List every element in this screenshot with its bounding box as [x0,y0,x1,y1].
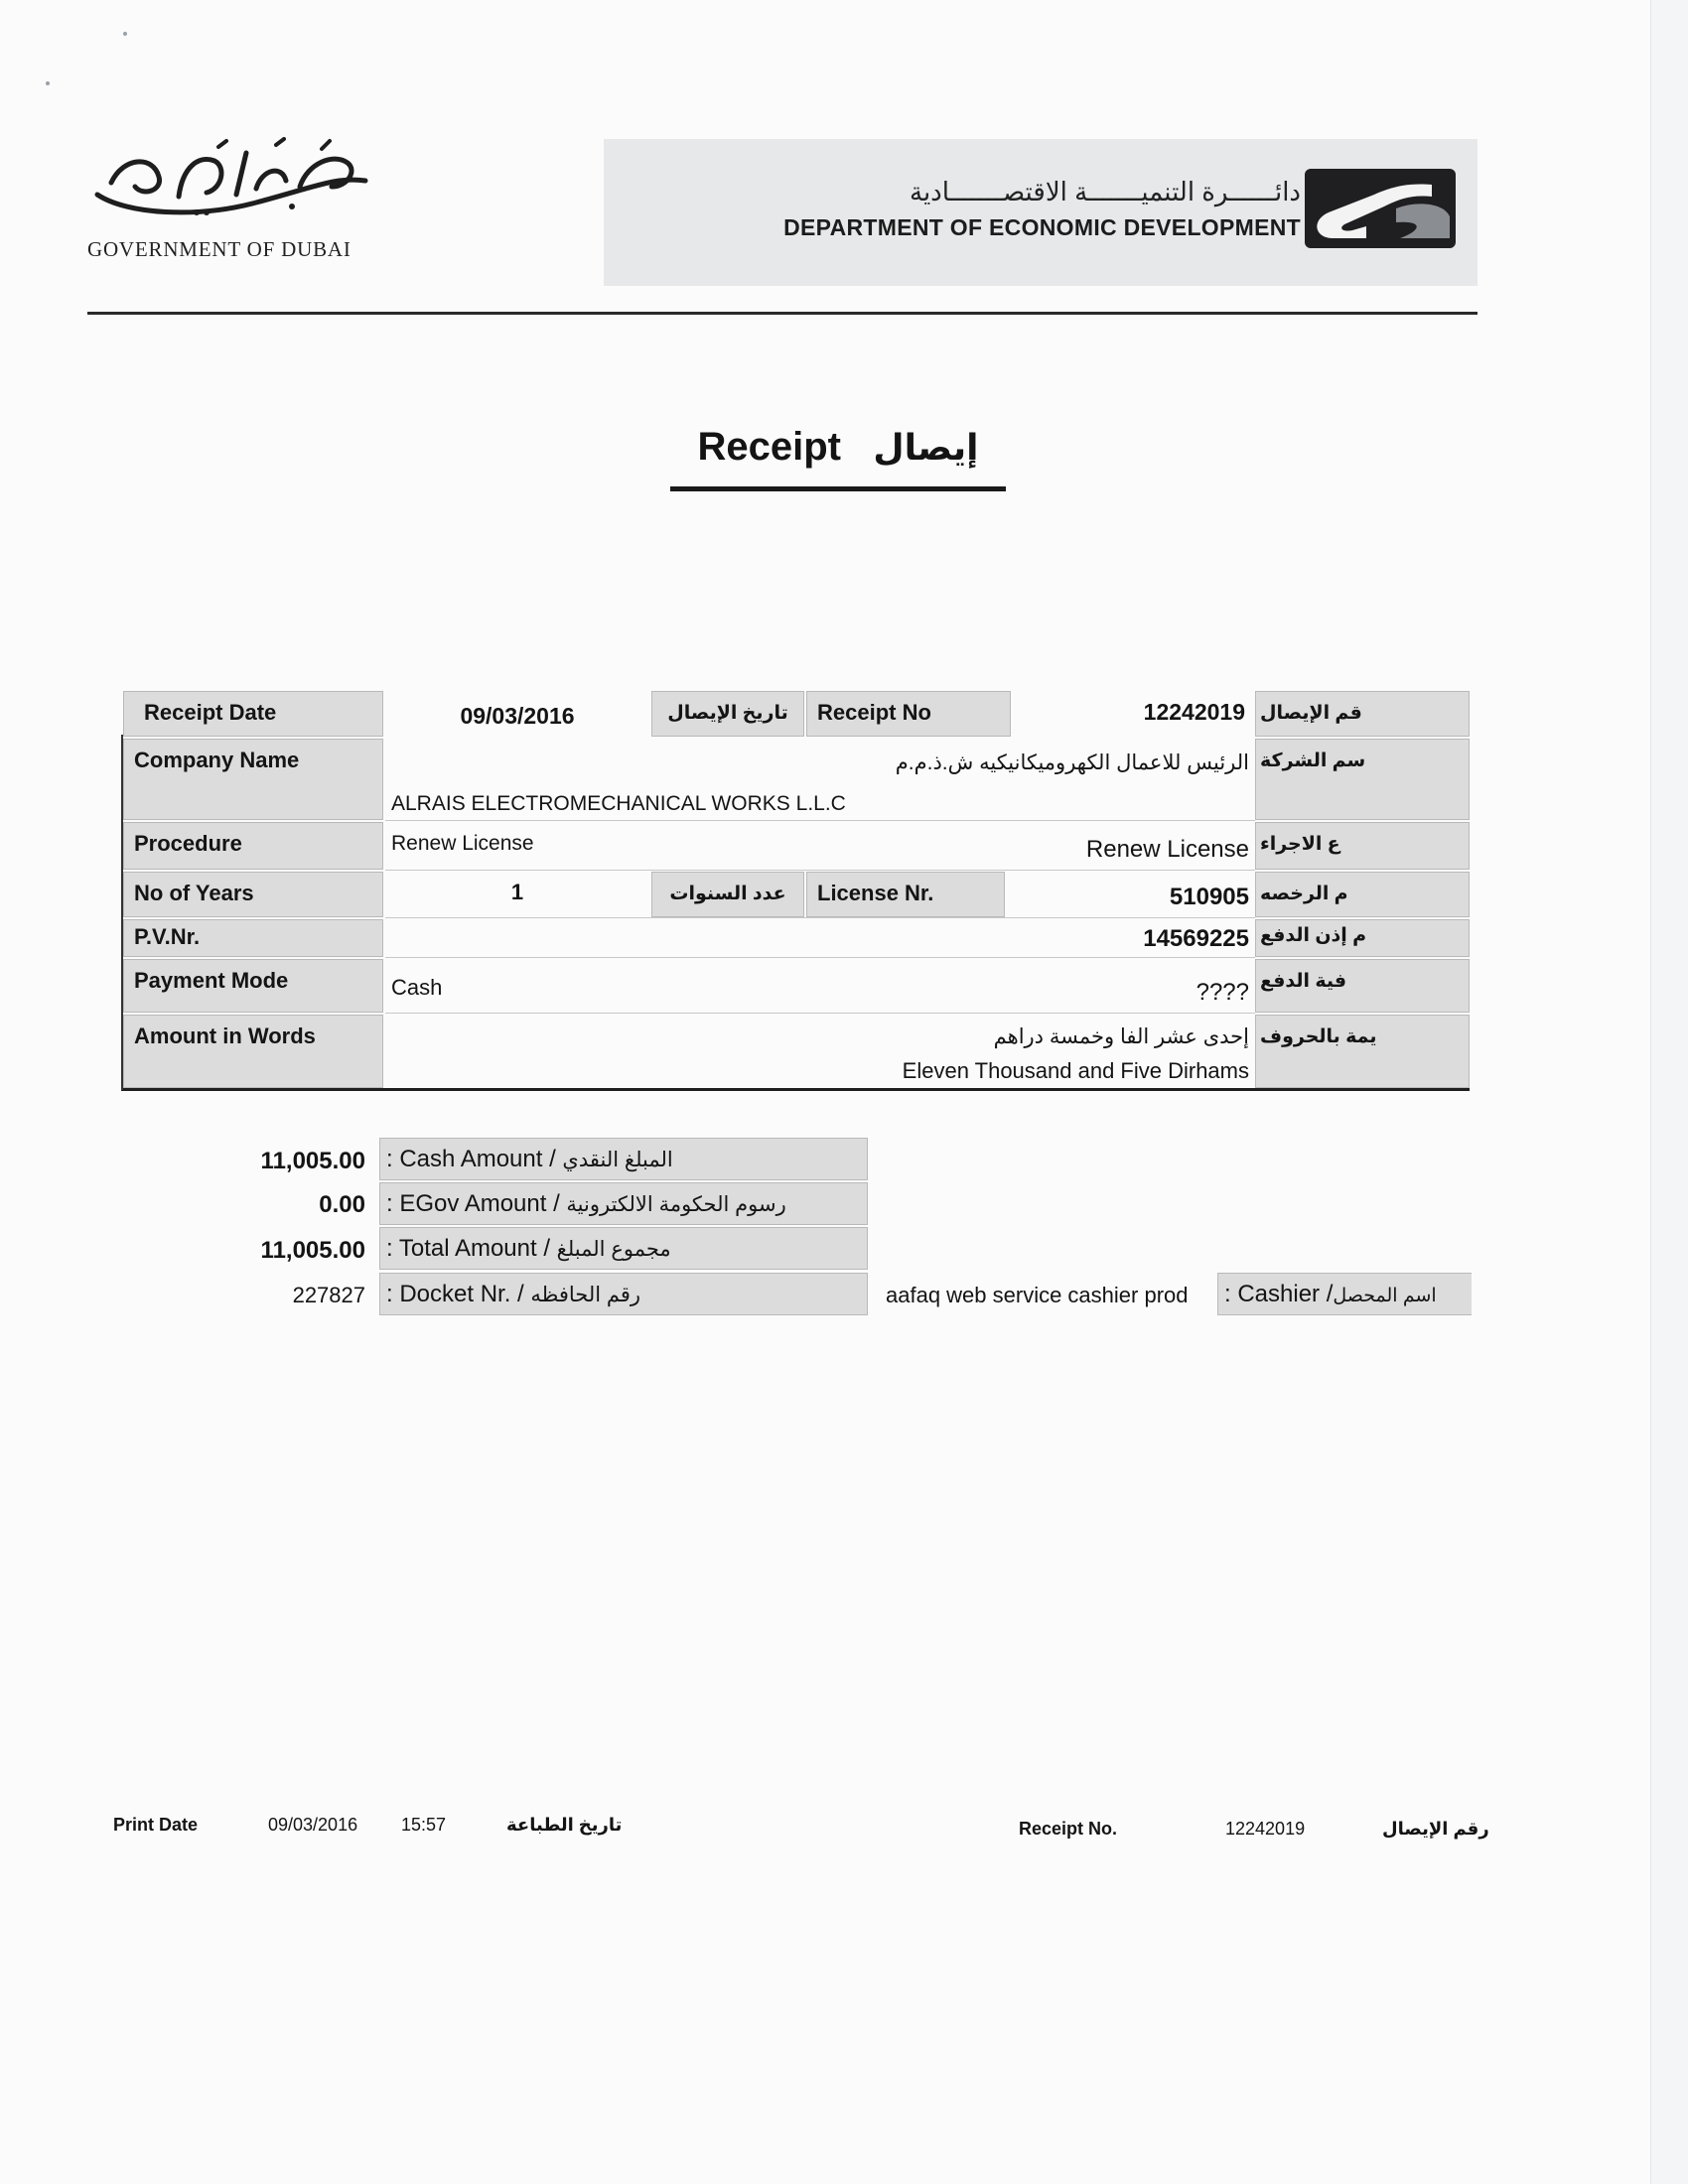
title-underline [670,486,1006,491]
receipt-number-label: Receipt No [806,691,1011,737]
company-name-english: ALRAIS ELECTROMECHANICAL WORKS L.L.C [391,792,846,815]
row-divider [385,957,1255,958]
number-of-years-label: No of Years [123,872,383,917]
egov-amount-value: 0.00 [319,1191,365,1218]
print-time-value: 15:57 [401,1815,447,1835]
payment-mode-value-right: ???? [1196,979,1249,1006]
print-date-label-arabic: تاريخ الطباعة [506,1815,623,1835]
header-divider [87,312,1477,315]
company-name-label: Company Name [123,739,383,820]
procedure-value-right: Renew License [1085,836,1249,863]
payment-mode-label: Payment Mode [123,959,383,1013]
cash-amount-label-arabic: المبلغ النقدي [562,1149,673,1171]
scan-speck [46,81,50,85]
egov-amount-label-arabic: رسوم الحكومة الالكترونية [566,1193,786,1216]
footer-receipt-number-label-arabic: رقم الإيصال [1382,1819,1489,1839]
docket-number-label-arabic: رقم الحافظه [530,1284,641,1306]
table-bottom-border [121,1088,1470,1091]
footer-receipt-number-label: Receipt No. [1019,1819,1118,1839]
amount-in-words-label-arabic: يمة بالحروف [1255,1015,1470,1088]
footer-receipt-number-value: 12242019 [1225,1819,1306,1839]
docket-number-value: 227827 [292,1283,365,1307]
number-of-years-label-arabic: عدد السنوات [651,872,804,917]
total-amount-value: 11,005.00 [260,1237,365,1264]
government-of-dubai-text: GOVERNMENT OF DUBAI [87,237,352,261]
amount-in-words-english: Eleven Thousand and Five Dirhams [902,1058,1249,1083]
payment-mode-value-left: Cash [391,975,443,1000]
egov-amount-label-english: : EGov Amount / [386,1190,567,1217]
company-name-arabic: الرئيس للاعمال الكهروميكانيكيه ش.ذ.م.م [895,751,1249,774]
egov-amount-label [379,1182,868,1225]
license-number-label: License Nr. [806,872,1005,917]
company-name-label-arabic: سم الشركة [1255,739,1470,820]
row-divider [385,917,1255,918]
license-number-label-arabic: م الرخصه [1255,872,1470,917]
receipt-title [670,425,1006,486]
receipt-title-english: Receipt [697,425,841,469]
ded-header-banner [604,139,1477,286]
dubai-calligraphy-emblem [87,137,375,226]
row-divider [385,820,1255,821]
receipt-title-arabic: إيصال [873,427,979,468]
print-date-value: 09/03/2016 [268,1815,358,1835]
print-date-label: Print Date [113,1815,199,1835]
total-amount-label [379,1227,868,1270]
number-of-years-value: 1 [510,880,524,904]
cashier-name: aafaq web service cashier prod [886,1283,1189,1307]
row-divider [385,870,1255,871]
amount-in-words-arabic: إحدى عشر الفا وخمسة دراهم [993,1025,1249,1048]
cashier-label-arabic: اسم المحصل [1333,1286,1437,1306]
license-number-value: 510905 [1169,884,1249,910]
receipt-date-value: 09/03/2016 [460,703,575,729]
pv-number-label-arabic: م إذن الدفع [1255,919,1470,957]
receipt-number-label-arabic: قم الإيصال [1255,691,1470,737]
government-of-dubai-logo [81,137,379,266]
ded-logo-icon [1305,169,1456,248]
receipt-number-value: 12242019 [1143,699,1245,725]
ded-arabic-name: دائــــــرة التنميـــــــة الاقتصـــــــادية [910,177,1301,206]
receipt-date-label-arabic: تاريخ الإيصال [651,691,804,737]
docket-number-label-english: : Docket Nr. / [386,1281,531,1307]
pv-number-label: P.V.Nr. [123,919,383,957]
receipt-date-label: Receipt Date [123,691,383,737]
scan-speck [123,32,127,36]
cash-amount-value: 11,005.00 [260,1148,365,1174]
cashier-label [1217,1273,1472,1315]
cash-amount-label [379,1138,868,1180]
docket-number-label [379,1273,868,1315]
pv-number-value: 14569225 [1143,925,1249,952]
payment-mode-label-arabic: فية الدفع [1255,959,1470,1013]
procedure-value-left: Renew License [391,832,534,855]
cash-amount-label-english: : Cash Amount / [386,1146,563,1172]
total-amount-label-english: : Total Amount / [386,1235,557,1262]
procedure-label: Procedure [123,822,383,870]
ded-english-name: DEPARTMENT OF ECONOMIC DEVELOPMENT [783,214,1301,240]
row-divider [385,1013,1255,1014]
procedure-label-arabic: ع الاجراء [1255,822,1470,870]
cashier-label-english: : Cashier / [1224,1281,1334,1307]
total-amount-label-arabic: مجموع المبلغ [556,1238,671,1261]
amount-in-words-label: Amount in Words [123,1015,383,1088]
